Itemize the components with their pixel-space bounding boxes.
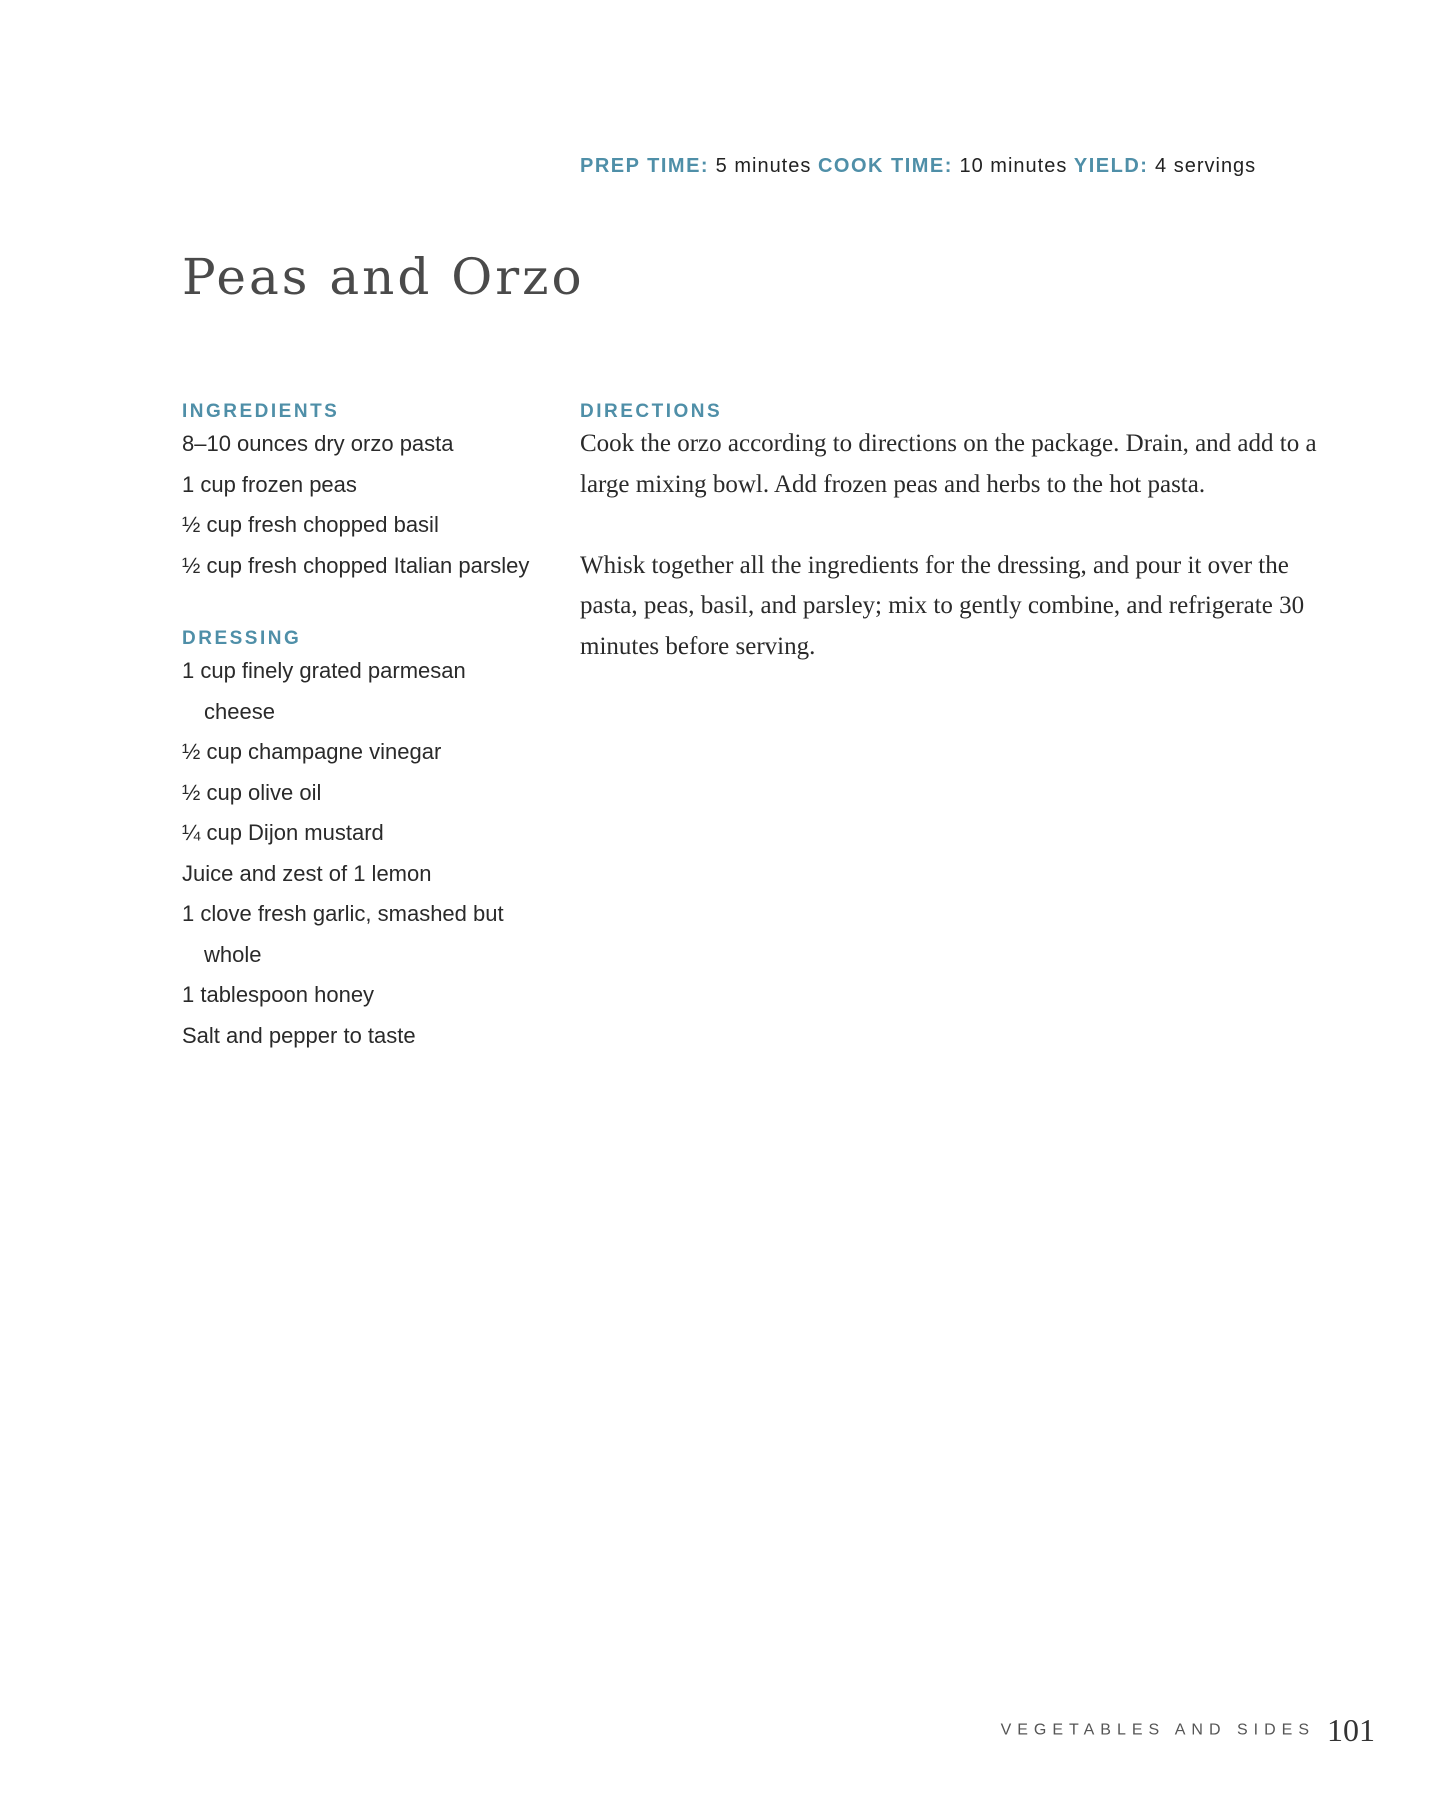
ingredient-item: ½ cup fresh chopped Italian parsley [182,552,530,578]
prep-time-value: 5 minutes [715,155,812,177]
ingredients-heading: INGREDIENTS [182,401,340,422]
dressing-item: Salt and pepper to taste [182,1022,416,1048]
cook-time-value: 10 minutes [959,155,1068,177]
directions-column [580,399,1320,667]
ingredient-item: ½ cup fresh chopped basil [182,512,439,537]
dressing-item: 1 cup finely grated parmesan cheese [182,658,466,724]
ingredient-item: 1 cup frozen peas [182,471,357,497]
ingredients-column [182,399,542,1056]
dressing-item: ½ cup champagne vinegar [182,739,442,764]
page-number: 101 [1327,1712,1375,1748]
direction-paragraph: Cook the orzo according to directions on the package. Drain, and add to a large mixing bowl. Add frozen peas and herbs to the hot pasta. [580,430,1317,498]
ingredients-list [182,424,542,586]
direction-paragraph: Whisk together all the ingredients for the dressing, and pour it over the pasta, peas, basil, and parsley; mix to gently combine, and refrigerate 30 minutes before serving. [580,551,1305,660]
recipe-title: Peas and Orzo [182,248,585,306]
dressing-item: 1 tablespoon honey [182,982,375,1007]
recipe-meta [580,155,1256,178]
cook-time-label: COOK TIME: [817,155,953,177]
dressing-heading: DRESSING [182,628,302,649]
dressing-list [182,651,542,1056]
directions-heading: DIRECTIONS [580,401,723,422]
dressing-item: ¼ cup Dijon mustard [182,820,384,845]
dressing-item: 1 clove fresh garlic, smashed but whole [182,901,504,967]
yield-value: 4 servings [1155,155,1257,177]
dressing-item: Juice and zest of 1 lemon [182,860,432,886]
prep-time-label: PREP TIME: [580,155,710,177]
footer-section-name: VEGETABLES AND SIDES [1000,1721,1315,1739]
dressing-item: ½ cup olive oil [182,779,322,805]
ingredient-item: 8–10 ounces dry orzo pasta [182,431,454,456]
yield-label: YIELD: [1073,155,1149,177]
page-footer [1001,1712,1375,1749]
